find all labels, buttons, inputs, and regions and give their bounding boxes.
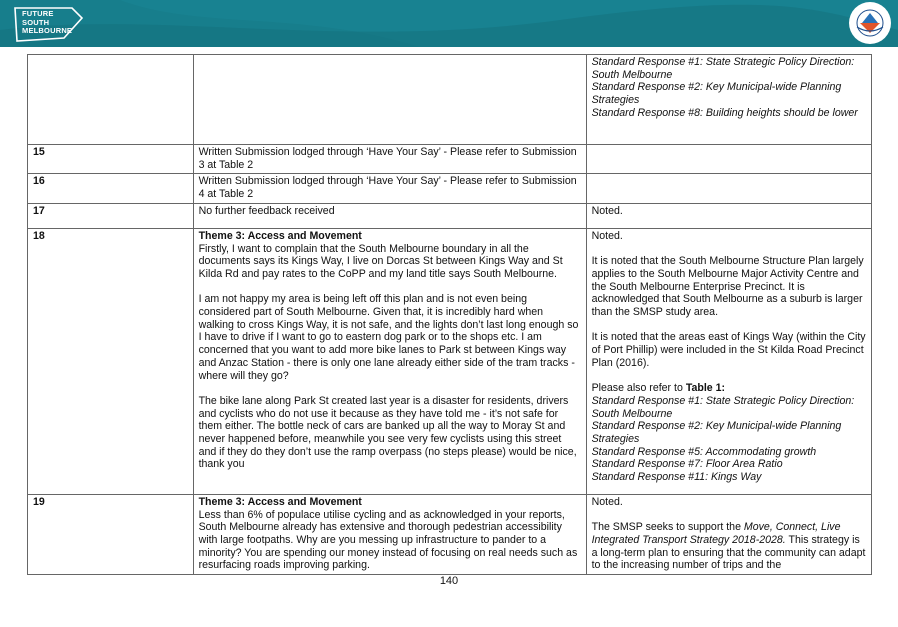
response-text: The SMSP seeks to support the (591, 521, 744, 534)
strategy-title: Move, Connect, Live Integrated Transport Strategy 2018-2028. (591, 521, 841, 546)
response-cell (586, 494, 871, 574)
submission-paragraph: Less than 6% of populace utilise cycling and as acknowledged in your reports, South Melbourne already has extensive and thorough pedestrian accessibility with large footpaths. Why are you messing up infrastructure to pander to a minority? You are spending our money instead of focusing on real needs such as resurfacing roads improving parking. (198, 508, 578, 572)
refer-prefix: Please also refer to (591, 382, 686, 395)
response-cell: Noted. (586, 203, 871, 228)
response-text: This strategy is a long-term plan to ensuring that the community can adapt to the increasing number of trips and the (591, 533, 866, 572)
future-south-melbourne-logo (22, 10, 72, 36)
standard-response-line: Standard Response #2: Key Municipal-wide Planning Strategies (591, 420, 842, 446)
response-paragraph: It is noted that the areas east of Kings Way (within the City of Port Phillip) were included in the St Kilda Road Precinct Plan (2016). (591, 331, 866, 369)
submission-cell: No further feedback received (193, 203, 586, 228)
standard-response-line: Standard Response #5: Accommodating growth (591, 445, 817, 458)
header-banner (0, 0, 898, 47)
submission-paragraph: I am not happy my area is being left off this plan and is not even being considered part of South Melbourne. Given that, it is incredibly hard when walking to cross Kings Way, it is not safe, and the lights don’t last long enough so I have to drive if I want to go to eastern dog park or to the shops etc. I am concerned that you want to add more bike lanes to Park st between Kings way and Anzac Station - there is only one lane already either side of the tram tracks - where will they go? (198, 293, 579, 382)
response-paragraph: It is noted that the South Melbourne Structure Plan largely applies to the South Melbourne Major Activity Centre and the South Melbourne Enterprise Precinct. It is acknowledged that South Melbourne as a suburb is larger than the SMSP study area. (591, 255, 864, 319)
submission-id-cell: 17 (28, 203, 194, 228)
submission-id-cell (28, 55, 194, 145)
table-row (28, 228, 872, 494)
logo-line: MELBOURNE (22, 26, 73, 35)
submission-id-cell: 19 (28, 494, 194, 574)
standard-response-line: Standard Response #7: Floor Area Ratio (591, 458, 783, 471)
response-cell (586, 174, 871, 203)
standard-response-line: Standard Response #8: Building heights should be lower (591, 106, 858, 119)
response-noted: Noted. (591, 495, 623, 508)
submission-paragraph: Firstly, I want to complain that the South Melbourne boundary in all the documents says its Kings Way, I live on Dorcas St between Kings Way and St Kilda Rd and pay rates to the CoPP and my land title says South Melbourne. (198, 242, 563, 280)
refer-line (592, 382, 866, 395)
standard-response-line: Standard Response #2: Key Municipal-wide Planning Strategies (591, 81, 842, 107)
response-cell (586, 145, 871, 174)
theme-heading: Theme 3: Access and Movement (198, 495, 362, 508)
standard-response-line: Standard Response #11: Kings Way (591, 471, 762, 484)
city-of-port-phillip-seal-icon (848, 1, 892, 45)
response-cell (586, 55, 871, 145)
standard-response-line: Standard Response #1: State Strategic Policy Direction: South Melbourne (591, 56, 855, 81)
logo-line: FUTURE (22, 9, 54, 18)
table-row (28, 145, 872, 174)
submission-cell: Written Submission lodged through ‘Have Your Say’ - Please refer to Submission 4 at Table 2 (193, 174, 586, 203)
table-row (28, 55, 872, 145)
submission-id-cell: 15 (28, 145, 194, 174)
table-row (28, 174, 872, 203)
submission-id-cell: 16 (28, 174, 194, 203)
submissions-table (27, 54, 872, 575)
table-row (28, 494, 872, 574)
submission-cell (193, 55, 586, 145)
header-wave-graphic (0, 0, 898, 47)
logo-line: SOUTH (22, 17, 50, 27)
table-row (28, 203, 872, 228)
submission-cell (193, 228, 586, 494)
response-paragraph (592, 521, 866, 572)
theme-heading: Theme 3: Access and Movement (198, 229, 362, 242)
page-number: 140 (439, 575, 459, 587)
response-noted: Noted. (591, 229, 623, 242)
submission-paragraph: The bike lane along Park St created last year is a disaster for residents, drivers and cyclists who do not use it because as they have told me - it’s not safe for them either. The bottle neck of cars are banked up all the way to Moray St and never happened before, meanwhile you see very few cyclists using this street and if they do they don’t use the ramp overpass (no steps please) would be nice, thank you (198, 394, 577, 471)
submission-id-cell: 18 (28, 228, 194, 494)
refer-table: Table 1: (685, 382, 726, 395)
response-cell (586, 228, 871, 494)
submission-cell: Written Submission lodged through ‘Have Your Say’ - Please refer to Submission 3 at Table 2 (193, 145, 586, 174)
submission-cell (193, 494, 586, 574)
standard-response-line: Standard Response #1: State Strategic Policy Direction: South Melbourne (591, 394, 855, 420)
